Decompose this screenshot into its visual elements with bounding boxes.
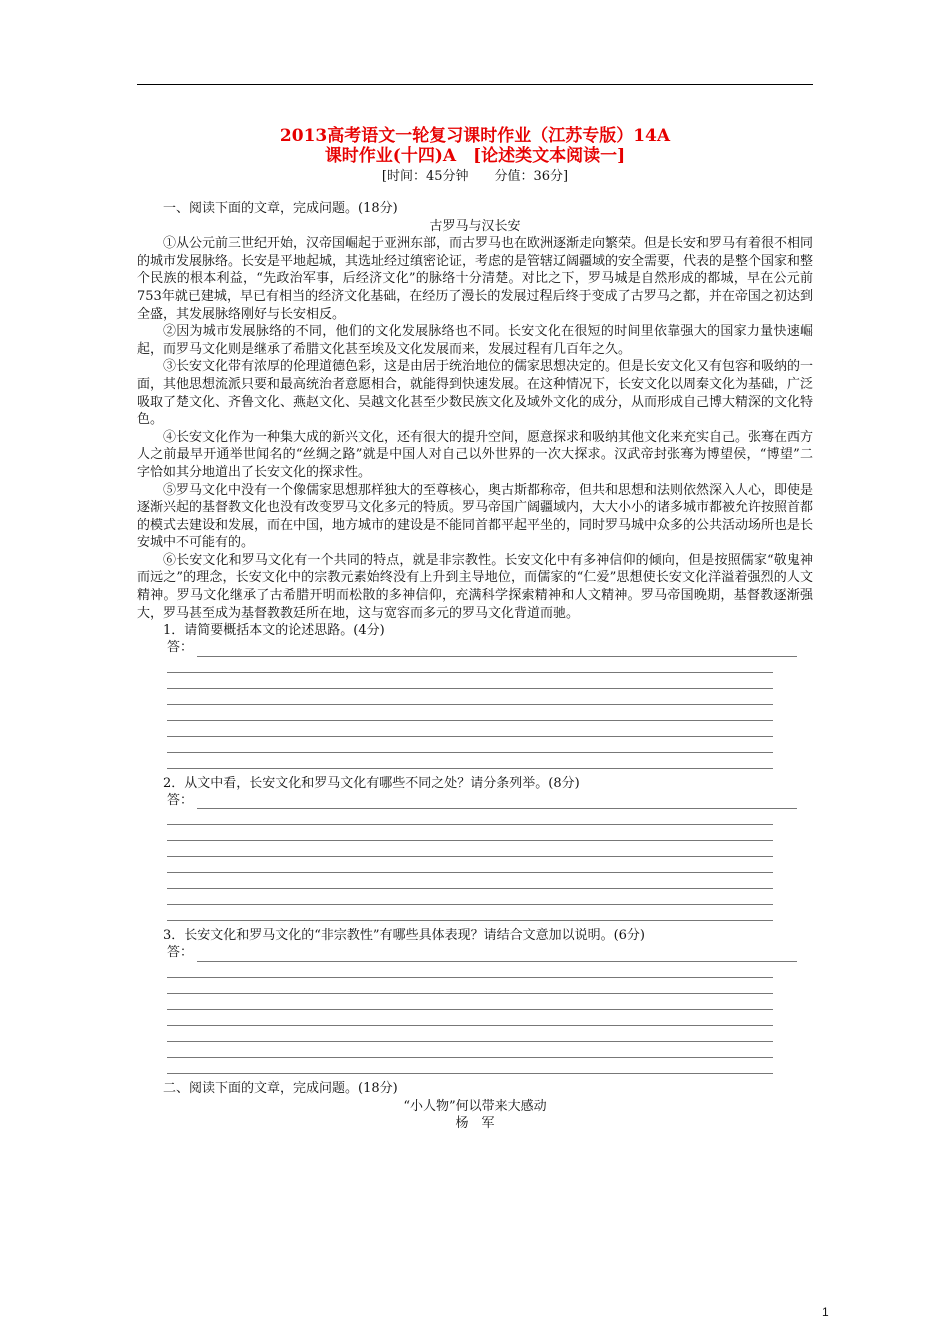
answer-line[interactable]	[167, 1010, 773, 1026]
document-subtitle: 课时作业(十四)A [论述类文本阅读一]	[324, 146, 626, 166]
answer-line[interactable]	[167, 657, 773, 673]
answer-line[interactable]	[167, 994, 773, 1010]
article2-author: 杨 军	[455, 1116, 495, 1132]
paragraph: ⑤罗马文化中没有一个像儒家思想那样独大的至尊核心，奥古斯都称帝，但共和思想和法则依然深入人心，即使是逐渐兴起的基督教文化也没有改变罗马文化多元的特质。罗马帝国广阔疆域内，大大小小的诸多城市都被允许按照首都的模式去建设和发展，而在中国，地方城市的建设是不能同首都平起平坐的，同时罗马城中众多的公共活动场所也是长安城中不可能有的。	[137, 482, 814, 551]
answer-line[interactable]	[167, 962, 773, 978]
answer-line[interactable]	[167, 873, 773, 889]
answer-line[interactable]	[167, 689, 773, 705]
answer-blank[interactable]	[197, 643, 797, 657]
answer-label: 答：	[167, 792, 194, 808]
answer-line[interactable]	[167, 978, 773, 994]
document-title: 2013高考语文一轮复习课时作业（江苏专版）14A	[279, 126, 671, 146]
answer-blank[interactable]	[197, 795, 797, 809]
answer-line[interactable]	[167, 737, 773, 753]
article1-title: 古罗马与汉长安	[429, 218, 521, 234]
article2-title: “小人物”何以带来大感动	[403, 1098, 547, 1114]
answer-line[interactable]	[167, 857, 773, 873]
time-score-info: [时间：45分钟 分值：36分]	[381, 169, 569, 184]
answer-field-3[interactable]	[137, 945, 813, 962]
paragraph: ①从公元前三世纪开始，汉帝国崛起于亚洲东部，而古罗马也在欧洲逐渐走向繁荣。但是长安和罗马有着很不相同的城市发展脉络。长安是平地起城，其选址经过缜密论证，考虑的是管辖辽阔疆域的安全需要，代表的是整个国家和整个民族的根本利益，“先政治军事，后经济文化”的脉络十分清楚。对比之下，罗马城是自然形成的都城，早在公元前753年就已建城，早已有相当的经济文化基础，在经历了漫长的发展过程后终于变成了古罗马之都，并在帝国之初达到全盛，其发展脉络刚好与长安相反。	[137, 236, 814, 322]
answer-line[interactable]	[167, 673, 773, 689]
answer-label: 答：	[167, 640, 194, 656]
answer-line[interactable]	[167, 809, 773, 825]
answer-blank[interactable]	[197, 948, 797, 962]
section1-heading: 一、阅读下面的文章，完成问题。(18分)	[163, 201, 398, 216]
answer-line[interactable]	[167, 841, 773, 857]
section2-heading: 二、阅读下面的文章，完成问题。(18分)	[163, 1081, 398, 1097]
paragraph: ④长安文化作为一种集大成的新兴文化，还有很大的提升空间，愿意探求和吸纳其他文化来充实自己。张骞在西方人之前最早开通举世闻名的“丝绸之路”就是中国人对自己以外世界的一次大探求。汉武帝封张骞为博望侯，“博望”二字恰如其分地道出了长安文化的探求性。	[137, 429, 814, 480]
answer-line[interactable]	[167, 889, 773, 905]
paragraph: ②因为城市发展脉络的不同，他们的文化发展脉络也不同。长安文化在很短的时间里依靠强大的国家力量快速崛起，而罗马文化则是继承了希腊文化甚至埃及文化发展而来，发展过程有几百年之久。	[137, 324, 813, 357]
question-3: 3．长安文化和罗马文化的“非宗教性”有哪些具体表现？请结合文意加以说明。(6分)	[163, 928, 645, 944]
answer-line[interactable]	[167, 753, 773, 769]
question-1: 1．请简要概括本文的论述思路。(4分)	[163, 623, 385, 639]
answer-line[interactable]	[167, 825, 773, 841]
answer-line[interactable]	[167, 905, 773, 921]
answer-label: 答：	[167, 945, 194, 961]
answer-line[interactable]	[167, 721, 773, 737]
answer-line[interactable]	[167, 1042, 773, 1058]
document-body	[137, 200, 813, 1133]
paragraph: ③长安文化带有浓厚的伦理道德色彩，这是由居于统治地位的儒家思想决定的。但是长安文化又有包容和吸纳的一面，其他思想流派只要和最高统治者意愿相合，就能得到快速发展。在这种情况下，长安文化以周秦文化为基础，广泛吸取了楚文化、齐鲁文化、燕赵文化、吴越文化甚至少数民族文化及域外文化的成分，从而形成自己博大精深的文化特色。	[137, 359, 814, 428]
question-2: 2．从文中看，长安文化和罗马文化有哪些不同之处？请分条列举。(8分)	[163, 775, 580, 791]
page-number: 1	[822, 1305, 829, 1319]
answer-line[interactable]	[167, 1026, 773, 1042]
paragraph: ⑥长安文化和罗马文化有一个共同的特点，就是非宗教性。长安文化中有多神信仰的倾向，但是按照儒家“敬鬼神而远之”的理念，长安文化中的宗教元素始终没有上升到主导地位，而儒家的“仁爱”思想使长安文化洋溢着强烈的人文精神。罗马文化继承了古希腊开明而松散的多神信仰，充满科学探索精神和人文精神。罗马帝国晚期，基督教逐渐强大，罗马甚至成为基督教教廷所在地，这与宽容而多元的罗马文化背道而驰。	[137, 552, 813, 621]
answer-line[interactable]	[167, 705, 773, 721]
header-rule	[137, 84, 813, 85]
answer-field-2[interactable]	[137, 792, 813, 809]
answer-line[interactable]	[167, 1058, 773, 1074]
answer-field-1[interactable]	[137, 640, 813, 657]
